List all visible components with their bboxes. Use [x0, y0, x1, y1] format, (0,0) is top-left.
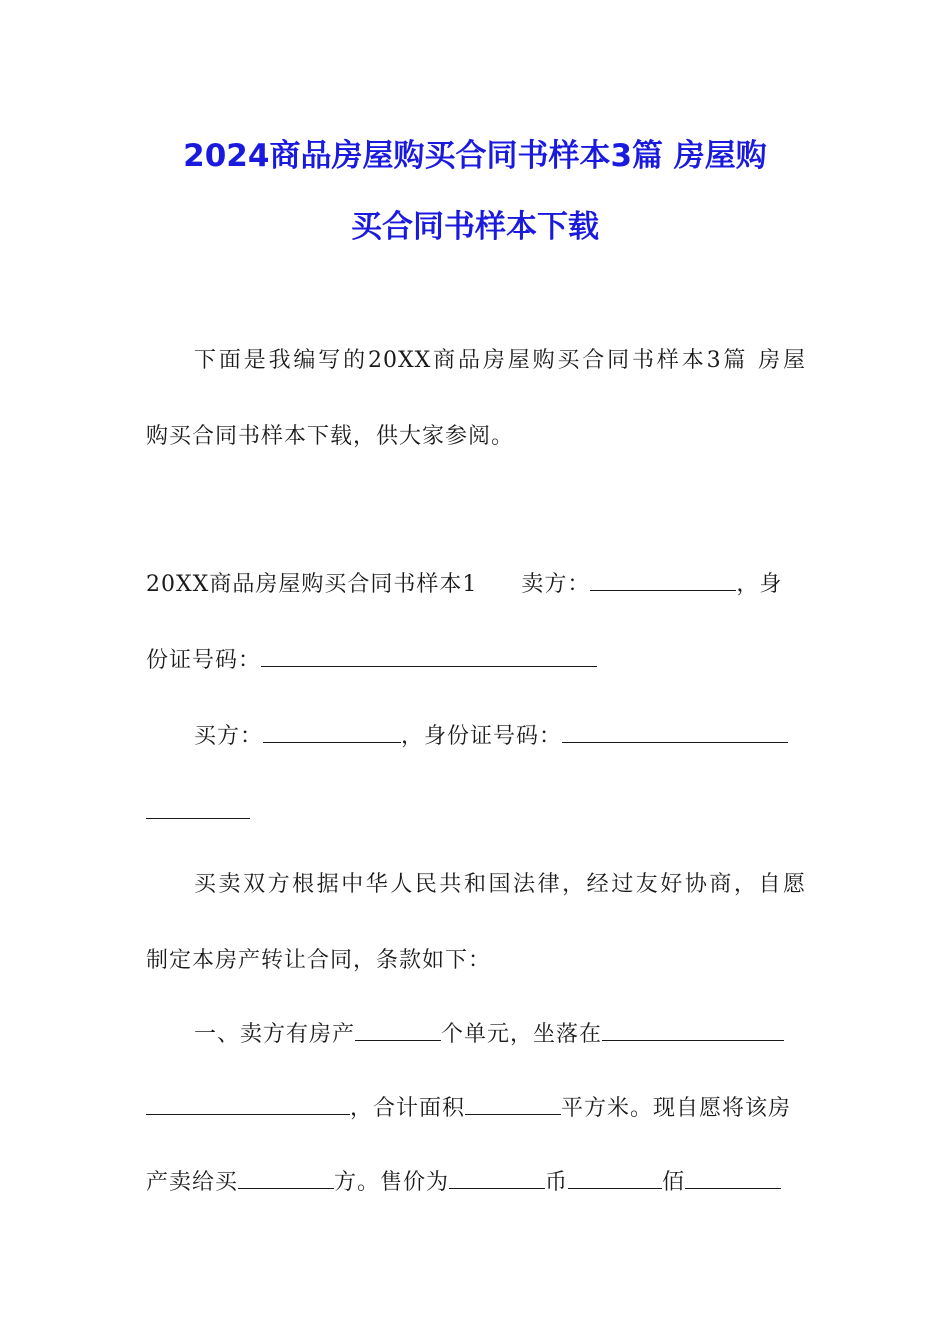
seller-id-label: 份证号码： [146, 648, 262, 673]
buyer-id-blank-continued [146, 817, 250, 819]
location-blank-continued [146, 1113, 350, 1115]
clause-1-line-1 [194, 1017, 806, 1053]
clause-1-part-2: 个单元，坐落在 [441, 1022, 603, 1047]
amount-blank [685, 1187, 781, 1189]
currency-blank [449, 1187, 545, 1189]
buyer-name-blank [263, 741, 401, 743]
clause-1-line-3 [146, 1165, 806, 1201]
buyer-line [194, 719, 806, 755]
location-blank [602, 1039, 784, 1041]
intro-paragraph-line-2: 购买合同书样本下载，供大家参阅。 [146, 424, 515, 449]
clause-1-line-2 [146, 1091, 806, 1127]
clause-1-part-8: 佰 [662, 1170, 686, 1195]
buyer-label: 买方： [194, 724, 264, 749]
hundreds-blank [568, 1187, 662, 1189]
clause-1-part-5: 产卖给买 [146, 1170, 239, 1195]
clause-1-part-7: 币 [545, 1170, 569, 1195]
clause-1-part-1: 一、卖方有房产 [194, 1022, 356, 1047]
area-blank [465, 1113, 561, 1115]
agreement-paragraph-line-1: 买卖双方根据中华人民共和国法律，经过友好协商，自愿 [194, 872, 806, 897]
seller-label: 卖方： [521, 572, 591, 597]
unit-count-blank [355, 1039, 441, 1041]
clause-1-part-4: 平方米。现自愿将该房 [561, 1096, 792, 1121]
buyer-party-blank [238, 1187, 334, 1189]
seller-id-blank [261, 665, 597, 667]
seller-id-prefix: ，身 [736, 572, 783, 597]
intro-paragraph-line-1: 下面是我编写的20XX商品房屋购买合同书样本3篇 房屋 [194, 348, 806, 373]
contract-1-heading: 20XX商品房屋购买合同书样本1 [146, 572, 478, 597]
contract-1-heading-line [146, 567, 806, 603]
buyer-id-label: ，身份证号码： [401, 724, 563, 749]
document-title-line-2: 买合同书样本下载 [351, 209, 599, 245]
seller-name-blank [590, 589, 736, 591]
agreement-paragraph-line-2: 制定本房产转让合同，条款如下： [146, 948, 492, 973]
clause-1-part-6: 方。售价为 [334, 1170, 450, 1195]
clause-1-part-3: ，合计面积 [350, 1096, 466, 1121]
seller-id-line [146, 643, 806, 679]
document-title-line-1: 2024商品房屋购买合同书样本3篇 房屋购 [183, 138, 767, 174]
buyer-id-blank [562, 741, 788, 743]
buyer-id-continuation-line [146, 795, 806, 831]
